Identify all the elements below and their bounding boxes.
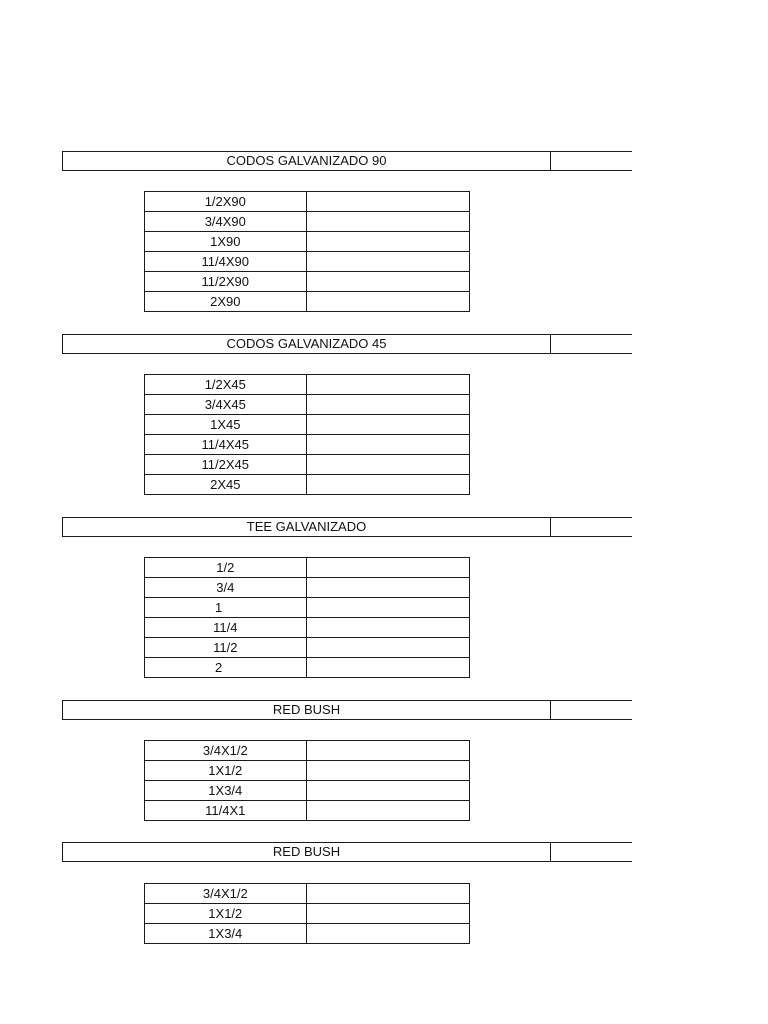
section-title: CODOS GALVANIZADO 45 bbox=[63, 335, 551, 353]
table-row bbox=[145, 292, 470, 312]
table-row bbox=[145, 375, 470, 395]
item-label: 1X90 bbox=[145, 232, 307, 252]
item-value-cell[interactable] bbox=[306, 558, 469, 578]
section-header-row bbox=[62, 151, 632, 171]
item-label: 3/4X90 bbox=[145, 212, 307, 232]
item-value-cell[interactable] bbox=[306, 761, 469, 781]
items-table bbox=[144, 374, 470, 495]
table-row bbox=[145, 212, 470, 232]
table-row bbox=[145, 415, 470, 435]
item-value-cell[interactable] bbox=[306, 192, 469, 212]
items-table bbox=[144, 883, 470, 944]
item-label: 3/4X1/2 bbox=[145, 741, 307, 761]
item-label: 2X90 bbox=[145, 292, 307, 312]
table-row bbox=[145, 658, 470, 678]
item-label: 1X1/2 bbox=[145, 761, 307, 781]
section-header-cell[interactable] bbox=[551, 335, 632, 353]
table-row bbox=[145, 598, 470, 618]
section-header-cell[interactable] bbox=[551, 843, 632, 861]
table-row bbox=[145, 475, 470, 495]
table-row bbox=[145, 192, 470, 212]
items-table bbox=[144, 191, 470, 312]
item-value-cell[interactable] bbox=[306, 232, 469, 252]
item-label: 11/4X1 bbox=[145, 801, 307, 821]
item-label: 11/4X90 bbox=[145, 252, 307, 272]
section-title: TEE GALVANIZADO bbox=[63, 518, 551, 536]
table-row bbox=[145, 578, 470, 598]
table-row bbox=[145, 395, 470, 415]
section-header-cell[interactable] bbox=[551, 152, 632, 170]
item-value-cell[interactable] bbox=[306, 252, 469, 272]
item-value-cell[interactable] bbox=[306, 884, 469, 904]
item-label: 1X1/2 bbox=[145, 904, 307, 924]
section-title: RED BUSH bbox=[63, 843, 551, 861]
item-value-cell[interactable] bbox=[306, 658, 469, 678]
section-title: CODOS GALVANIZADO 90 bbox=[63, 152, 551, 170]
item-value-cell[interactable] bbox=[306, 741, 469, 761]
item-label: 11/2 bbox=[145, 638, 307, 658]
item-label: 2 bbox=[145, 658, 307, 678]
item-value-cell[interactable] bbox=[306, 598, 469, 618]
section-header-cell[interactable] bbox=[551, 518, 632, 536]
table-row bbox=[145, 741, 470, 761]
item-value-cell[interactable] bbox=[306, 801, 469, 821]
item-value-cell[interactable] bbox=[306, 435, 469, 455]
item-value-cell[interactable] bbox=[306, 578, 469, 598]
items-table bbox=[144, 740, 470, 821]
item-label: 11/2X45 bbox=[145, 455, 307, 475]
table-row bbox=[145, 558, 470, 578]
table-row bbox=[145, 618, 470, 638]
item-value-cell[interactable] bbox=[306, 375, 469, 395]
table-row bbox=[145, 272, 470, 292]
table-row bbox=[145, 904, 470, 924]
table-row bbox=[145, 252, 470, 272]
item-value-cell[interactable] bbox=[306, 781, 469, 801]
table-row bbox=[145, 884, 470, 904]
item-value-cell[interactable] bbox=[306, 395, 469, 415]
item-value-cell[interactable] bbox=[306, 924, 469, 944]
section-header-row bbox=[62, 517, 632, 537]
item-value-cell[interactable] bbox=[306, 455, 469, 475]
item-value-cell[interactable] bbox=[306, 212, 469, 232]
item-value-cell[interactable] bbox=[306, 618, 469, 638]
item-value-cell[interactable] bbox=[306, 904, 469, 924]
section-header-row bbox=[62, 700, 632, 720]
item-label: 11/4X45 bbox=[145, 435, 307, 455]
item-label: 1X45 bbox=[145, 415, 307, 435]
table-row bbox=[145, 924, 470, 944]
items-table bbox=[144, 557, 470, 678]
item-label: 1/2X90 bbox=[145, 192, 307, 212]
item-label: 1/2 bbox=[145, 558, 307, 578]
table-row bbox=[145, 435, 470, 455]
table-row bbox=[145, 232, 470, 252]
section-header-row bbox=[62, 334, 632, 354]
item-label: 2X45 bbox=[145, 475, 307, 495]
table-row bbox=[145, 638, 470, 658]
item-label: 1X3/4 bbox=[145, 781, 307, 801]
item-label: 11/4 bbox=[145, 618, 307, 638]
item-label: 3/4X45 bbox=[145, 395, 307, 415]
item-value-cell[interactable] bbox=[306, 292, 469, 312]
table-row bbox=[145, 801, 470, 821]
item-label: 3/4X1/2 bbox=[145, 884, 307, 904]
item-value-cell[interactable] bbox=[306, 638, 469, 658]
table-row bbox=[145, 761, 470, 781]
item-value-cell[interactable] bbox=[306, 415, 469, 435]
item-value-cell[interactable] bbox=[306, 475, 469, 495]
item-label: 1 bbox=[145, 598, 307, 618]
item-label: 1/2X45 bbox=[145, 375, 307, 395]
table-row bbox=[145, 781, 470, 801]
item-value-cell[interactable] bbox=[306, 272, 469, 292]
item-label: 1X3/4 bbox=[145, 924, 307, 944]
table-row bbox=[145, 455, 470, 475]
item-label: 3/4 bbox=[145, 578, 307, 598]
section-header-cell[interactable] bbox=[551, 701, 632, 719]
item-label: 11/2X90 bbox=[145, 272, 307, 292]
section-title: RED BUSH bbox=[63, 701, 551, 719]
section-header-row bbox=[62, 842, 632, 862]
